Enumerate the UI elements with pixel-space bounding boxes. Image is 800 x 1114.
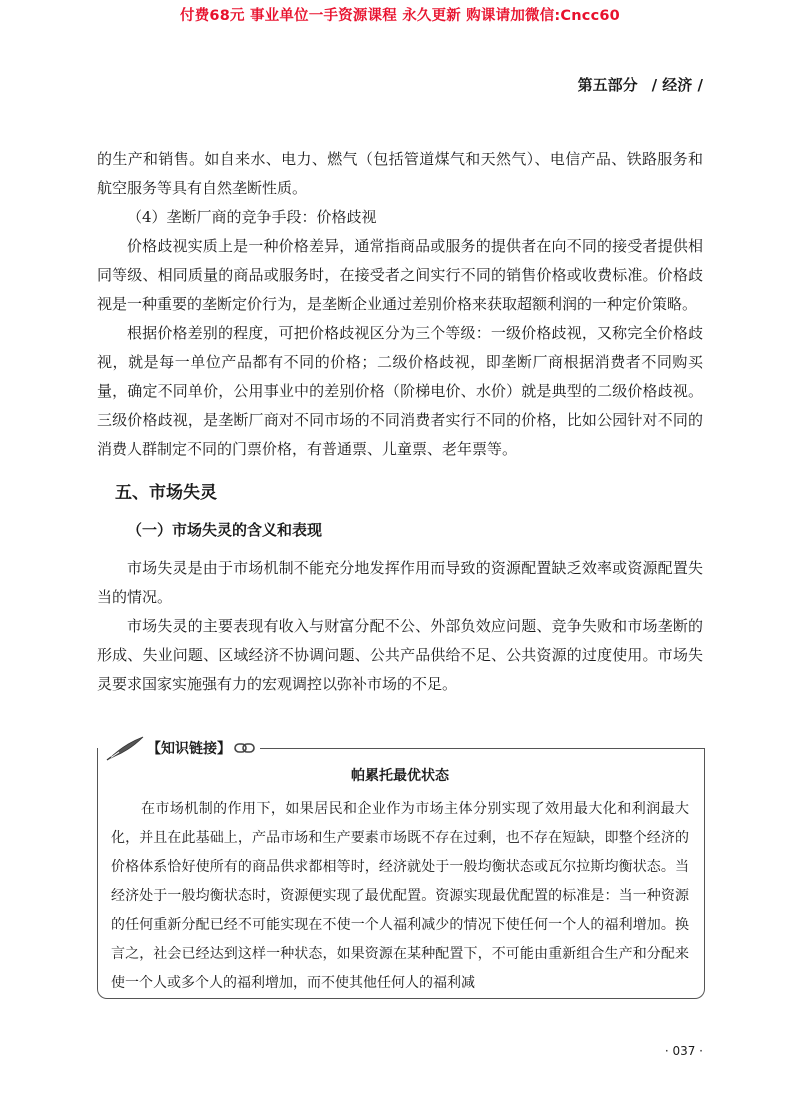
section-heading: 五、市场失灵 xyxy=(115,483,217,503)
chain-link-icon xyxy=(234,742,256,754)
paragraph-subheading: （4）垄断厂商的竞争手段：价格歧视 xyxy=(127,208,377,226)
knowledge-text: 在市场机制的作用下，如果居民和企业作为市场主体分别实现了效用最大化和利润最大化，并且在此基础上，产品市场和生产要素市场既不存在过剩，也不存在短缺，即整个经济的价格体系恰好使所有的商品供求都相等时，经济就处于一般均衡状态或瓦尔拉斯均衡状态。当经济处于一般均衡状态时，资源便实现了最优配置。资源实现最优配置的标准是：当一种资源的任何重新分配已经不可能实现在不使一个人福利减少的情况下使任何一个人的福利增加。换言之，社会已经达到这样一种状态，如果资源在某种配置下，不可能由重新组合生产和分配来使一个人或多个人的福利增加，而不使其他任何人的福利减 xyxy=(111,801,689,991)
page-number: · 037 · xyxy=(664,1044,703,1058)
paragraph: 市场失灵的主要表现有收入与财富分配不公、外部负效应问题、竞争失败和市场垄断的形成、失业问题、区域经济不协调问题、公共产品供给不足、公共资源的过度使用。市场失灵要求国家实施强有力的宏观调控以弥补市场的不足。 xyxy=(97,617,703,693)
knowledge-tag-label: 【知识链接】 xyxy=(147,741,231,757)
knowledge-link-box xyxy=(97,735,705,1000)
running-header xyxy=(578,74,703,95)
knowledge-title: 帕累托最优状态 xyxy=(351,768,449,784)
paragraph: 根据价格差别的程度，可把价格歧视区分为三个等级：一级价格歧视，又称完全价格歧视，就是每一单位产品都有不同的价格；二级价格歧视，即垄断厂商根据消费者不同购买量，确定不同单价，公用事业中的差别价格（阶梯电价、水价）就是典型的二级价格歧视。三级价格歧视，是垄断厂商对不同市场的不同消费者实行不同的价格，比如公园针对不同的消费人群制定不同的门票价格，有普通票、儿童票、老年票等。 xyxy=(97,324,703,458)
paragraph: 市场失灵是由于市场机制不能充分地发挥作用而导致的资源配置缺乏效率或资源配置失当的情况。 xyxy=(97,559,703,606)
knowledge-box-top-rule xyxy=(257,748,705,749)
knowledge-tag xyxy=(105,735,260,761)
paragraph: 的生产和销售。如自来水、电力、燃气（包括管道煤气和天然气）、电信产品、铁路服务和航空服务等具有自然垄断性质。 xyxy=(97,150,703,197)
paragraph: 价格歧视实质上是一种价格差异，通常指商品或服务的提供者在向不同的接受者提供相同等级、相同质量的商品或服务时，在接受者之间实行不同的销售价格或收费标准。价格歧视是一种重要的垄断定价行为，是垄断企业通过差别价格来获取超额利润的一种定价策略。 xyxy=(97,237,703,313)
subsection-heading: （一）市场失灵的含义和表现 xyxy=(127,521,323,539)
header-section: / 经济 / xyxy=(651,76,703,94)
main-content xyxy=(97,145,703,699)
quill-pen-icon xyxy=(105,735,145,761)
header-part: 第五部分 xyxy=(577,76,638,94)
watermark-banner: 付费68元 事业单位一手资源课程 永久更新 购课请加微信:Cncc60 xyxy=(180,8,620,24)
